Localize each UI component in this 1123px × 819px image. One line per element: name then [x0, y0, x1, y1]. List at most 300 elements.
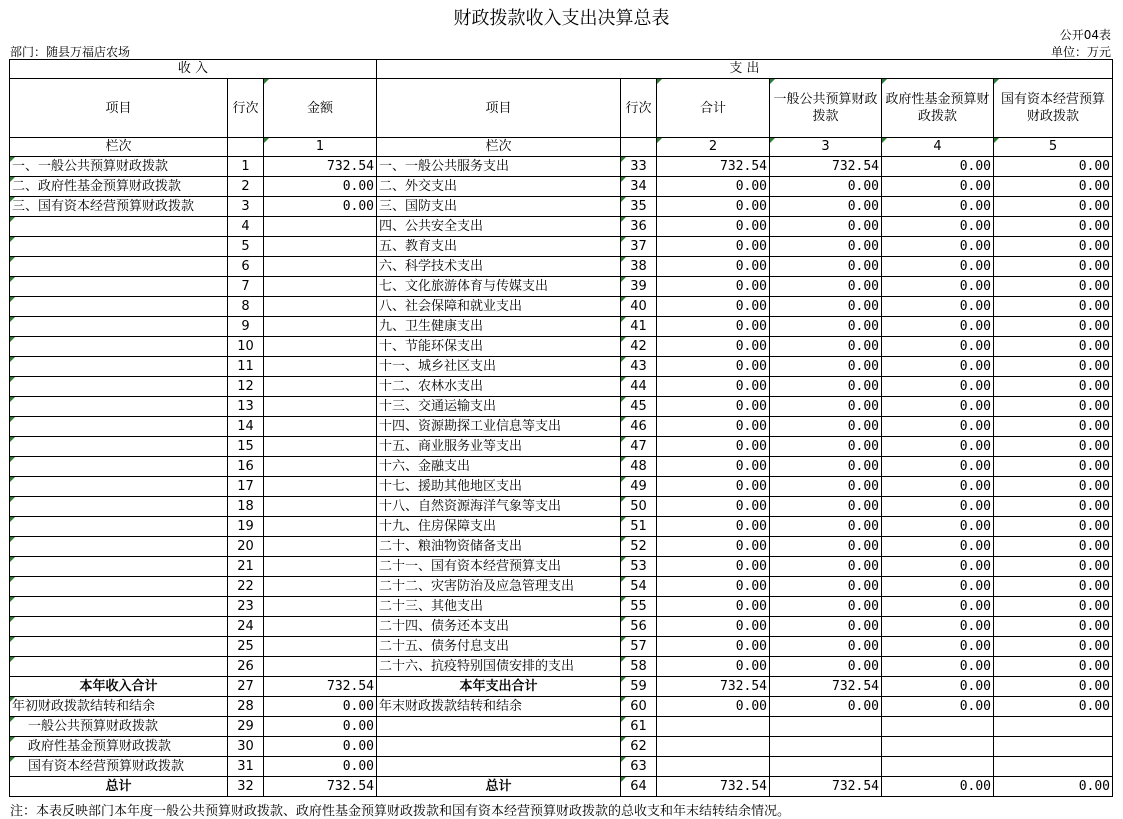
- expense-item-cell: 十、节能环保支出: [377, 337, 621, 357]
- expense-item-cell: 二十一、国有资本经营预算支出: [377, 557, 621, 577]
- expense-item-cell: 八、社会保障和就业支出: [377, 297, 621, 317]
- income-row-no-cell: 15: [228, 437, 264, 457]
- expense-row-no-cell: 39: [621, 277, 657, 297]
- state-capital-cell: 0.00: [994, 337, 1113, 357]
- table-row: [10, 337, 1113, 357]
- income-amount-cell: [264, 337, 377, 357]
- general-budget-cell: 0.00: [770, 497, 882, 517]
- empty-cell: [621, 138, 657, 157]
- expense-row-no-cell: 33: [621, 157, 657, 177]
- empty-cell: [770, 717, 882, 737]
- expense-total-cell: 0.00: [657, 637, 770, 657]
- income-item-cell: 二、政府性基金预算财政拨款: [10, 177, 228, 197]
- expense-total-cell: 0.00: [657, 277, 770, 297]
- expense-row-no-cell: 38: [621, 257, 657, 277]
- income-row-no-cell: 9: [228, 317, 264, 337]
- empty-cell: [770, 757, 882, 777]
- expense-item-cell: 七、文化旅游体育与传媒支出: [377, 277, 621, 297]
- empty-cell: [882, 737, 994, 757]
- income-item-cell: [10, 277, 228, 297]
- income-row-no-cell: 20: [228, 537, 264, 557]
- income-section-header: 收 入: [10, 60, 377, 79]
- expense-item-cell: 十七、援助其他地区支出: [377, 477, 621, 497]
- state-capital-cell: 0.00: [994, 297, 1113, 317]
- gov-fund-cell: 0.00: [882, 217, 994, 237]
- state-capital-cell: 0.00: [994, 657, 1113, 677]
- general-budget-cell: 0.00: [770, 337, 882, 357]
- state-capital-cell: 0.00: [994, 397, 1113, 417]
- income-row-no-cell: 4: [228, 217, 264, 237]
- income-amount-cell: [264, 237, 377, 257]
- expense-total-header: 合计: [657, 79, 770, 138]
- state-capital-cell: 0.00: [994, 617, 1113, 637]
- income-item-cell: [10, 577, 228, 597]
- income-item-cell: [10, 517, 228, 537]
- expense-row-no-cell: 44: [621, 377, 657, 397]
- carry-sub-row-no: 29: [228, 717, 264, 737]
- gov-fund-cell: 0.00: [882, 357, 994, 377]
- state-capital-cell: 0.00: [994, 577, 1113, 597]
- gov-fund-cell: 0.00: [882, 437, 994, 457]
- general-budget-cell: 0.00: [770, 297, 882, 317]
- expense-row-no-cell: 35: [621, 197, 657, 217]
- income-amount-cell: [264, 517, 377, 537]
- income-amount-cell: [264, 257, 377, 277]
- expense-item-cell: 二十四、债务还本支出: [377, 617, 621, 637]
- expense-row-no-cell: 47: [621, 437, 657, 457]
- expense-total-v4: 0.00: [882, 677, 994, 697]
- state-capital-cell: 0.00: [994, 357, 1113, 377]
- income-row-no-cell: 18: [228, 497, 264, 517]
- budget-table: [9, 59, 1113, 797]
- carry-out-v2: 0.00: [657, 697, 770, 717]
- table-row: [10, 177, 1113, 197]
- expense-row-no-cell: 55: [621, 597, 657, 617]
- income-item-cell: [10, 337, 228, 357]
- expense-total-cell: 0.00: [657, 657, 770, 677]
- grand-in-label: 总计: [10, 777, 228, 797]
- gov-fund-cell: 0.00: [882, 177, 994, 197]
- expense-row-no-cell: 42: [621, 337, 657, 357]
- expense-sub-row-no: 62: [621, 737, 657, 757]
- income-amount-cell: [264, 357, 377, 377]
- expense-item-cell: 一、一般公共服务支出: [377, 157, 621, 177]
- carry-in-row-no: 28: [228, 697, 264, 717]
- income-amount-cell: [264, 617, 377, 637]
- income-amount-cell: [264, 277, 377, 297]
- income-row-no-cell: 5: [228, 237, 264, 257]
- expense-total-v3: 732.54: [770, 677, 882, 697]
- table-row: [10, 277, 1113, 297]
- table-row: [10, 477, 1113, 497]
- carry-in-amount: 0.00: [264, 697, 377, 717]
- gov-fund-cell: 0.00: [882, 297, 994, 317]
- general-budget-cell: 0.00: [770, 557, 882, 577]
- income-item-cell: [10, 397, 228, 417]
- carry-out-row-no: 60: [621, 697, 657, 717]
- general-budget-cell: 0.00: [770, 317, 882, 337]
- table-row: [10, 257, 1113, 277]
- expense-item-cell: 十四、资源勘探工业信息等支出: [377, 417, 621, 437]
- gov-fund-cell: 0.00: [882, 477, 994, 497]
- table-row: [10, 217, 1113, 237]
- gov-fund-cell: 0.00: [882, 397, 994, 417]
- expense-row-no-cell: 49: [621, 477, 657, 497]
- carryover-sub-row: [10, 717, 1113, 737]
- income-row-no-cell: 25: [228, 637, 264, 657]
- expense-total-cell: 0.00: [657, 337, 770, 357]
- general-budget-cell: 0.00: [770, 237, 882, 257]
- income-row-no-cell: 24: [228, 617, 264, 637]
- income-row-no-cell: 10: [228, 337, 264, 357]
- expense-item-cell: 四、公共安全支出: [377, 217, 621, 237]
- gov-fund-cell: 0.00: [882, 537, 994, 557]
- general-budget-cell: 0.00: [770, 597, 882, 617]
- expense-total-cell: 0.00: [657, 617, 770, 637]
- table-row: [10, 617, 1113, 637]
- table-row: [10, 457, 1113, 477]
- table-row: [10, 377, 1113, 397]
- expense-total-cell: 0.00: [657, 597, 770, 617]
- column-number-3: 3: [770, 138, 882, 157]
- income-row-no-cell: 7: [228, 277, 264, 297]
- state-capital-cell: 0.00: [994, 237, 1113, 257]
- carry-sub-amount: 0.00: [264, 737, 377, 757]
- expense-total-cell: 732.54: [657, 157, 770, 177]
- expense-total-cell: 0.00: [657, 477, 770, 497]
- income-item-cell: [10, 257, 228, 277]
- general-budget-cell: 0.00: [770, 357, 882, 377]
- table-row: [10, 297, 1113, 317]
- general-budget-cell: 0.00: [770, 417, 882, 437]
- expense-row-no-cell: 46: [621, 417, 657, 437]
- state-capital-cell: 0.00: [994, 457, 1113, 477]
- carry-sub-label: 国有资本经营预算财政拨款: [10, 757, 228, 777]
- expense-total-cell: 0.00: [657, 417, 770, 437]
- expense-total-cell: 0.00: [657, 537, 770, 557]
- gov-fund-cell: 0.00: [882, 337, 994, 357]
- expense-row-no-cell: 41: [621, 317, 657, 337]
- state-capital-cell: 0.00: [994, 637, 1113, 657]
- income-item-cell: [10, 537, 228, 557]
- carryover-row: [10, 697, 1113, 717]
- report-title: 财政拨款收入支出决算总表: [453, 8, 670, 29]
- income-total-row-no: 27: [228, 677, 264, 697]
- income-amount-cell: [264, 457, 377, 477]
- expense-item-cell: 二十六、抗疫特别国债安排的支出: [377, 657, 621, 677]
- carry-out-v5: 0.00: [994, 697, 1113, 717]
- grand-in-row-no: 32: [228, 777, 264, 797]
- carry-sub-amount: 0.00: [264, 717, 377, 737]
- expense-item-cell: 十六、金融支出: [377, 457, 621, 477]
- table-row: [10, 557, 1113, 577]
- expense-total-label: 本年支出合计: [377, 677, 621, 697]
- carry-sub-label: 政府性基金预算财政拨款: [10, 737, 228, 757]
- grand-out-label: 总计: [377, 777, 621, 797]
- gov-fund-cell: 0.00: [882, 637, 994, 657]
- table-row: [10, 317, 1113, 337]
- expense-row-no-cell: 57: [621, 637, 657, 657]
- gov-fund-header: 政府性基金预算财政拨款: [882, 79, 994, 138]
- expense-item-cell: 二十二、灾害防治及应急管理支出: [377, 577, 621, 597]
- expense-row-no-cell: 52: [621, 537, 657, 557]
- table-row: [10, 397, 1113, 417]
- income-item-cell: 一、一般公共预算财政拨款: [10, 157, 228, 177]
- grand-out-v2: 732.54: [657, 777, 770, 797]
- expense-item-cell: 五、教育支出: [377, 237, 621, 257]
- expense-item-cell: 十九、住房保障支出: [377, 517, 621, 537]
- general-budget-cell: 0.00: [770, 437, 882, 457]
- general-budget-cell: 0.00: [770, 577, 882, 597]
- income-item-cell: [10, 417, 228, 437]
- empty-cell: [994, 717, 1113, 737]
- income-item-cell: [10, 497, 228, 517]
- expense-total-cell: 0.00: [657, 177, 770, 197]
- expense-total-row-no: 59: [621, 677, 657, 697]
- empty-cell: [377, 737, 621, 757]
- expense-item-cell: 二十三、其他支出: [377, 597, 621, 617]
- expense-total-v5: 0.00: [994, 677, 1113, 697]
- expense-item-cell: 三、国防支出: [377, 197, 621, 217]
- expense-total-cell: 0.00: [657, 437, 770, 457]
- income-amount-cell: [264, 417, 377, 437]
- expense-total-cell: 0.00: [657, 557, 770, 577]
- table-row: [10, 157, 1113, 177]
- general-budget-cell: 0.00: [770, 637, 882, 657]
- table-row: [10, 197, 1113, 217]
- empty-cell: [657, 737, 770, 757]
- state-capital-cell: 0.00: [994, 557, 1113, 577]
- empty-cell: [994, 757, 1113, 777]
- state-capital-cell: 0.00: [994, 157, 1113, 177]
- grand-out-v5: 0.00: [994, 777, 1113, 797]
- income-item-cell: [10, 597, 228, 617]
- grand-in-amount: 732.54: [264, 777, 377, 797]
- income-item-cell: [10, 317, 228, 337]
- expense-item-cell: 十五、商业服务业等支出: [377, 437, 621, 457]
- state-capital-cell: 0.00: [994, 597, 1113, 617]
- general-budget-cell: 0.00: [770, 477, 882, 497]
- general-budget-cell: 0.00: [770, 277, 882, 297]
- income-item-cell: [10, 457, 228, 477]
- expense-row-no-header: 行次: [621, 79, 657, 138]
- expense-item-cell: 二十五、债务付息支出: [377, 637, 621, 657]
- table-row: [10, 437, 1113, 457]
- gov-fund-cell: 0.00: [882, 597, 994, 617]
- expense-total-cell: 0.00: [657, 237, 770, 257]
- income-row-no-cell: 11: [228, 357, 264, 377]
- gov-fund-cell: 0.00: [882, 157, 994, 177]
- table-row: [10, 357, 1113, 377]
- empty-cell: [377, 717, 621, 737]
- income-row-no-cell: 16: [228, 457, 264, 477]
- general-budget-cell: 0.00: [770, 377, 882, 397]
- carryover-sub-row: [10, 737, 1113, 757]
- gov-fund-cell: 0.00: [882, 517, 994, 537]
- table-row: [10, 597, 1113, 617]
- expense-row-no-cell: 36: [621, 217, 657, 237]
- carry-out-v3: 0.00: [770, 697, 882, 717]
- grand-out-v4: 0.00: [882, 777, 994, 797]
- income-amount-cell: [264, 657, 377, 677]
- column-number-1: 1: [264, 138, 377, 157]
- table-row: [10, 537, 1113, 557]
- form-number: 公开04表: [1059, 28, 1111, 42]
- income-row-no-cell: 14: [228, 417, 264, 437]
- income-amount-cell: [264, 557, 377, 577]
- carry-sub-amount: 0.00: [264, 757, 377, 777]
- expense-item-cell: 六、科学技术支出: [377, 257, 621, 277]
- income-row-no-cell: 19: [228, 517, 264, 537]
- income-row-no-cell: 12: [228, 377, 264, 397]
- income-item-cell: [10, 377, 228, 397]
- gov-fund-cell: 0.00: [882, 197, 994, 217]
- expense-row-no-cell: 58: [621, 657, 657, 677]
- gov-fund-cell: 0.00: [882, 417, 994, 437]
- expense-item-cell: 十一、城乡社区支出: [377, 357, 621, 377]
- general-budget-header: 一般公共预算财政拨款: [770, 79, 882, 138]
- state-capital-cell: 0.00: [994, 417, 1113, 437]
- unit-label: 单位：万元: [1050, 45, 1111, 59]
- income-item-cell: [10, 437, 228, 457]
- general-budget-cell: 0.00: [770, 457, 882, 477]
- income-amount-cell: [264, 577, 377, 597]
- gov-fund-cell: 0.00: [882, 317, 994, 337]
- expense-row-no-cell: 43: [621, 357, 657, 377]
- expense-section-header: 支 出: [377, 60, 1113, 79]
- income-row-no-cell: 17: [228, 477, 264, 497]
- table-row: [10, 577, 1113, 597]
- income-amount-cell: [264, 317, 377, 337]
- table-row: [10, 237, 1113, 257]
- expense-total-v2: 732.54: [657, 677, 770, 697]
- state-capital-cell: 0.00: [994, 537, 1113, 557]
- income-amount-cell: [264, 497, 377, 517]
- income-amount-cell: [264, 477, 377, 497]
- income-item-cell: [10, 637, 228, 657]
- expense-item-cell: 十三、交通运输支出: [377, 397, 621, 417]
- income-row-no-cell: 8: [228, 297, 264, 317]
- expense-total-cell: 0.00: [657, 497, 770, 517]
- expense-total-cell: 0.00: [657, 257, 770, 277]
- income-amount-cell: [264, 297, 377, 317]
- carry-out-v4: 0.00: [882, 697, 994, 717]
- income-item-cell: [10, 297, 228, 317]
- gov-fund-cell: 0.00: [882, 377, 994, 397]
- general-budget-cell: 0.00: [770, 257, 882, 277]
- expense-sub-row-no: 61: [621, 717, 657, 737]
- general-budget-cell: 0.00: [770, 197, 882, 217]
- expense-total-cell: 0.00: [657, 397, 770, 417]
- state-capital-cell: 0.00: [994, 217, 1113, 237]
- income-item-header: 项目: [10, 79, 228, 138]
- expense-row-no-cell: 51: [621, 517, 657, 537]
- income-row-no-cell: 26: [228, 657, 264, 677]
- income-row-no-header: 行次: [228, 79, 264, 138]
- income-amount-cell: [264, 217, 377, 237]
- grand-total-row: [10, 777, 1113, 797]
- income-amount-cell: [264, 537, 377, 557]
- expense-item-cell: 十八、自然资源海洋气象等支出: [377, 497, 621, 517]
- state-capital-cell: 0.00: [994, 277, 1113, 297]
- expense-total-cell: 0.00: [657, 377, 770, 397]
- general-budget-cell: 0.00: [770, 397, 882, 417]
- column-number-2: 2: [657, 138, 770, 157]
- gov-fund-cell: 0.00: [882, 657, 994, 677]
- income-row-no-cell: 2: [228, 177, 264, 197]
- state-capital-cell: 0.00: [994, 497, 1113, 517]
- expense-sub-row-no: 63: [621, 757, 657, 777]
- state-capital-cell: 0.00: [994, 437, 1113, 457]
- footnote: 注：本表反映部门本年度一般公共预算财政拨款、政府性基金预算财政拨款和国有资本经营预算财政拨款的总收支和年末结转结余情况。: [10, 804, 791, 819]
- income-amount-cell: 0.00: [264, 197, 377, 217]
- general-budget-cell: 0.00: [770, 217, 882, 237]
- income-item-cell: [10, 657, 228, 677]
- carry-sub-row-no: 31: [228, 757, 264, 777]
- income-item-cell: [10, 237, 228, 257]
- expense-row-no-cell: 56: [621, 617, 657, 637]
- state-capital-header: 国有资本经营预算财政拨款: [994, 79, 1113, 138]
- empty-cell: [228, 138, 264, 157]
- expense-row-no-cell: 53: [621, 557, 657, 577]
- column-number-4: 4: [882, 138, 994, 157]
- income-item-cell: 三、国有资本经营预算财政拨款: [10, 197, 228, 217]
- state-capital-cell: 0.00: [994, 377, 1113, 397]
- income-row-no-cell: 1: [228, 157, 264, 177]
- empty-cell: [994, 737, 1113, 757]
- income-row-no-cell: 6: [228, 257, 264, 277]
- gov-fund-cell: 0.00: [882, 557, 994, 577]
- totals-row: [10, 677, 1113, 697]
- carryover-sub-row: [10, 757, 1113, 777]
- expense-row-no-cell: 50: [621, 497, 657, 517]
- income-item-cell: [10, 557, 228, 577]
- expense-item-cell: 十二、农林水支出: [377, 377, 621, 397]
- expense-item-cell: 二十、粮油物资储备支出: [377, 537, 621, 557]
- state-capital-cell: 0.00: [994, 477, 1113, 497]
- income-item-cell: [10, 357, 228, 377]
- grand-out-row-no: 64: [621, 777, 657, 797]
- income-row-no-cell: 21: [228, 557, 264, 577]
- empty-cell: [657, 757, 770, 777]
- carry-sub-row-no: 30: [228, 737, 264, 757]
- income-column-no-label: 栏次: [10, 138, 228, 157]
- state-capital-cell: 0.00: [994, 317, 1113, 337]
- empty-cell: [882, 757, 994, 777]
- expense-total-cell: 0.00: [657, 297, 770, 317]
- expense-row-no-cell: 40: [621, 297, 657, 317]
- income-item-cell: [10, 477, 228, 497]
- expense-column-no-label: 栏次: [377, 138, 621, 157]
- carry-out-label: 年末财政拨款结转和结余: [377, 697, 621, 717]
- carry-in-label: 年初财政拨款结转和结余: [10, 697, 228, 717]
- income-item-cell: [10, 617, 228, 637]
- general-budget-cell: 0.00: [770, 517, 882, 537]
- expense-total-cell: 0.00: [657, 197, 770, 217]
- income-row-no-cell: 22: [228, 577, 264, 597]
- income-amount-cell: [264, 397, 377, 417]
- carry-sub-label: 一般公共预算财政拨款: [10, 717, 228, 737]
- general-budget-cell: 0.00: [770, 177, 882, 197]
- expense-total-cell: 0.00: [657, 357, 770, 377]
- state-capital-cell: 0.00: [994, 517, 1113, 537]
- income-amount-cell: [264, 597, 377, 617]
- empty-cell: [770, 737, 882, 757]
- gov-fund-cell: 0.00: [882, 617, 994, 637]
- income-row-no-cell: 23: [228, 597, 264, 617]
- grand-out-v3: 732.54: [770, 777, 882, 797]
- general-budget-cell: 0.00: [770, 657, 882, 677]
